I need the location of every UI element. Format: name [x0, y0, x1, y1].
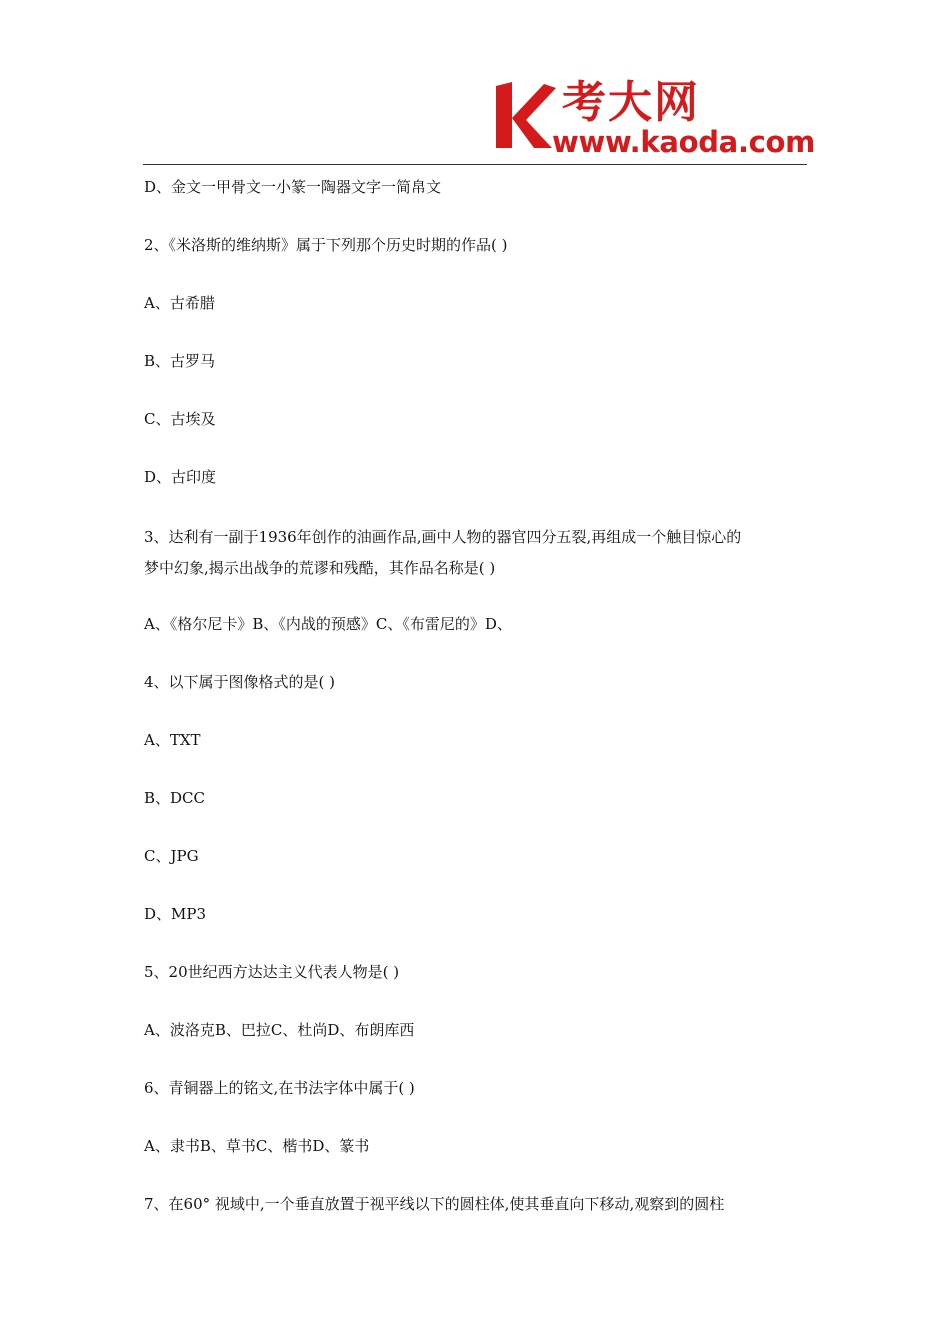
option-line: D、MP3 [144, 905, 207, 923]
header-divider [143, 164, 807, 165]
question-2: 2、《米洛斯的维纳斯》属于下列那个历史时期的作品( ) [144, 236, 508, 254]
question-3-line-2: 梦中幻象,揭示出战争的荒谬和残酷，其作品名称是( ) [144, 559, 496, 577]
option-line: A、波洛克B、巴拉C、杜尚D、布朗库西 [144, 1021, 415, 1039]
kaoda-logo[interactable] [492, 77, 816, 159]
k-logo-icon [492, 78, 556, 152]
option-line: B、DCC [144, 789, 206, 807]
question-5: 5、20世纪西方达达主义代表人物是( ) [144, 963, 400, 981]
question-3 [144, 522, 808, 584]
question-3-line-1: 3、达利有一副于1936年创作的油画作品,画中人物的器官四分五裂,再组成一个触目惊心的 [144, 528, 742, 546]
option-line: A、《格尔尼卡》B、《内战的预感》C、《布雷尼的》D、 [144, 615, 512, 633]
logo-chinese-name: 考大网 [562, 77, 700, 128]
option-line: C、JPG [144, 847, 199, 865]
document-body [144, 174, 808, 1249]
option-line: B、古罗马 [144, 352, 216, 370]
question-6: 6、青铜器上的铭文,在书法字体中属于( ) [144, 1079, 415, 1097]
option-line: C、古埃及 [144, 410, 216, 428]
option-line: A、隶书B、草书C、楷书D、篆书 [144, 1137, 370, 1155]
option-line: A、古希腊 [144, 294, 215, 312]
option-line: D、古印度 [144, 468, 217, 486]
option-line: A、TXT [144, 731, 201, 749]
logo-url: www.kaoda.com [552, 125, 816, 159]
option-line: D、金文一甲骨文一小篆一陶器文字一简帛文 [144, 178, 442, 196]
question-7: 7、在60° 视域中,一个垂直放置于视平线以下的圆柱体,使其垂直向下移动,观察到的圆柱 [144, 1195, 725, 1213]
question-4: 4、以下属于图像格式的是( ) [144, 673, 336, 691]
